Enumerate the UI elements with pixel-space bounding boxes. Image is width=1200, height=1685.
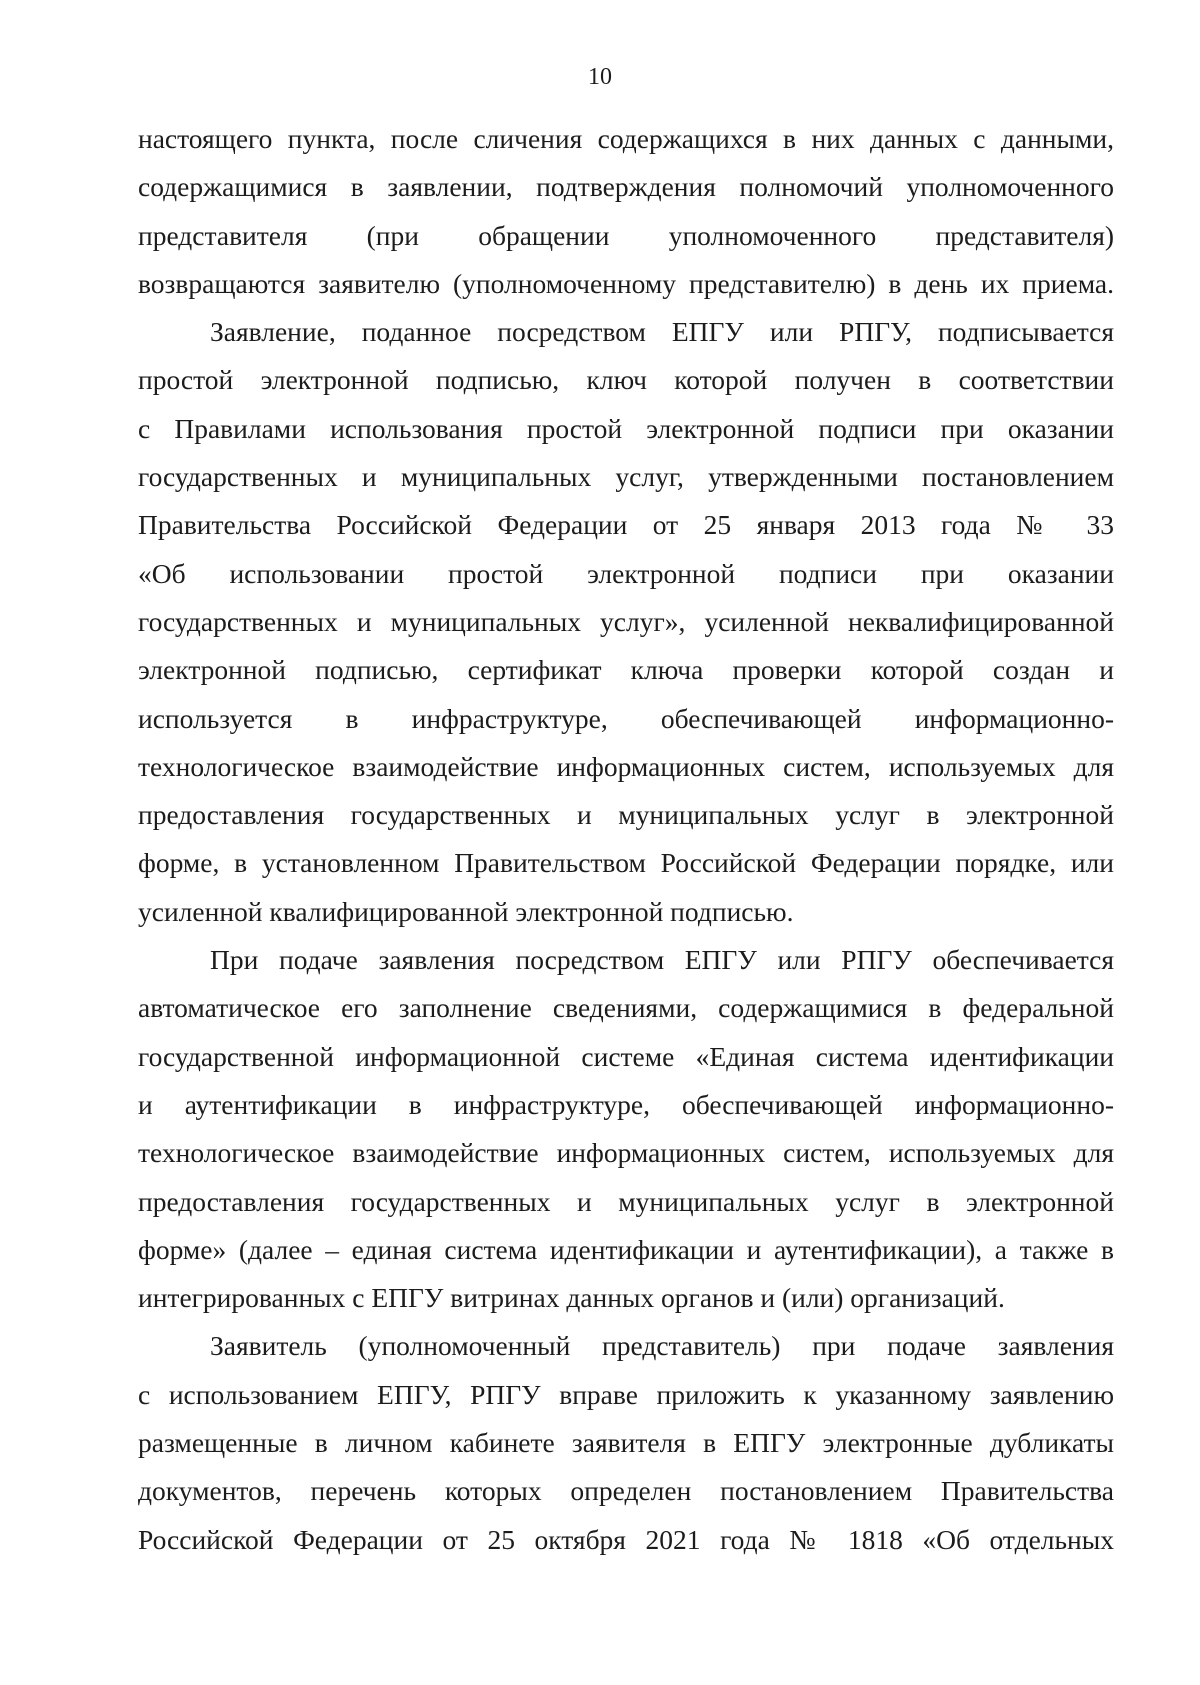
text-line: электронной подписью, сертификат ключа проверки которой создан и: [138, 654, 1114, 686]
text-line: возвращаются заявителю (уполномоченному представителю) в день их приема.: [138, 267, 1114, 299]
text-line: размещенные в личном кабинете заявителя в ЕПГУ электронные дубликаты: [138, 1427, 1114, 1459]
paragraph-signature: [138, 308, 1114, 936]
text-line: с Правилами использования простой электронной подписи при оказании: [138, 412, 1114, 444]
text-line: документов, перечень которых определен постановлением Правительства: [138, 1475, 1114, 1507]
text-line: содержащимися в заявлении, подтверждения полномочий уполномоченного: [138, 171, 1114, 203]
paragraph-autofill: [138, 936, 1114, 1322]
text-line: технологическое взаимодействие информационных систем, используемых для: [138, 750, 1114, 782]
text-line: Правительства Российской Федерации от 25 января 2013 года № 33: [138, 509, 1114, 541]
text-line: государственных и муниципальных услуг», усиленной неквалифицированной: [138, 605, 1114, 637]
text-line: государственных и муниципальных услуг, утвержденными постановлением: [138, 461, 1114, 493]
text-line: государственной информационной системе «Единая система идентификации: [138, 1040, 1114, 1072]
text-line: При подаче заявления посредством ЕПГУ или РПГУ обеспечивается: [210, 944, 1114, 976]
text-line: настоящего пункта, после сличения содержащихся в них данных с данными,: [138, 123, 1114, 154]
text-line: форме» (далее – единая система идентификации и аутентификации), а также в: [138, 1233, 1114, 1265]
document-body: [138, 115, 1114, 1564]
text-line: с использованием ЕПГУ, РПГУ вправе приложить к указанному заявлению: [138, 1378, 1114, 1410]
text-line: форме, в установленном Правительством Российской Федерации порядке, или: [138, 847, 1114, 879]
text-line: интегрированных с ЕПГУ витринах данных органов и (или) организаций.: [138, 1282, 1005, 1314]
text-line: Заявление, поданное посредством ЕПГУ или РПГУ, подписывается: [210, 316, 1114, 348]
text-line: Заявитель (уполномоченный представитель) при подаче заявления: [210, 1330, 1114, 1362]
paragraph-duplicates: [138, 1322, 1114, 1563]
text-line: используется в инфраструктуре, обеспечивающей информационно-: [138, 702, 1114, 734]
text-line: простой электронной подписью, ключ которой получен в соответствии: [138, 364, 1114, 396]
text-line: автоматическое его заполнение сведениями, содержащимися в федеральной: [138, 992, 1114, 1024]
text-line: технологическое взаимодействие информационных систем, используемых для: [138, 1137, 1114, 1169]
text-line: предоставления государственных и муниципальных услуг в электронной: [138, 1185, 1114, 1217]
text-line: и аутентификации в инфраструктуре, обеспечивающей информационно-: [138, 1088, 1114, 1120]
text-line: «Об использовании простой электронной подписи при оказании: [138, 557, 1114, 589]
text-line: Российской Федерации от 25 октября 2021 года № 1818 «Об отдельных: [138, 1523, 1114, 1555]
text-line: усиленной квалифицированной электронной подписью.: [138, 895, 794, 927]
paragraph-continuation: [138, 115, 1114, 308]
page-number: 10: [588, 64, 612, 90]
text-line: представителя (при обращении уполномоченного представителя): [138, 219, 1114, 251]
text-line: предоставления государственных и муниципальных услуг в электронной: [138, 799, 1114, 831]
